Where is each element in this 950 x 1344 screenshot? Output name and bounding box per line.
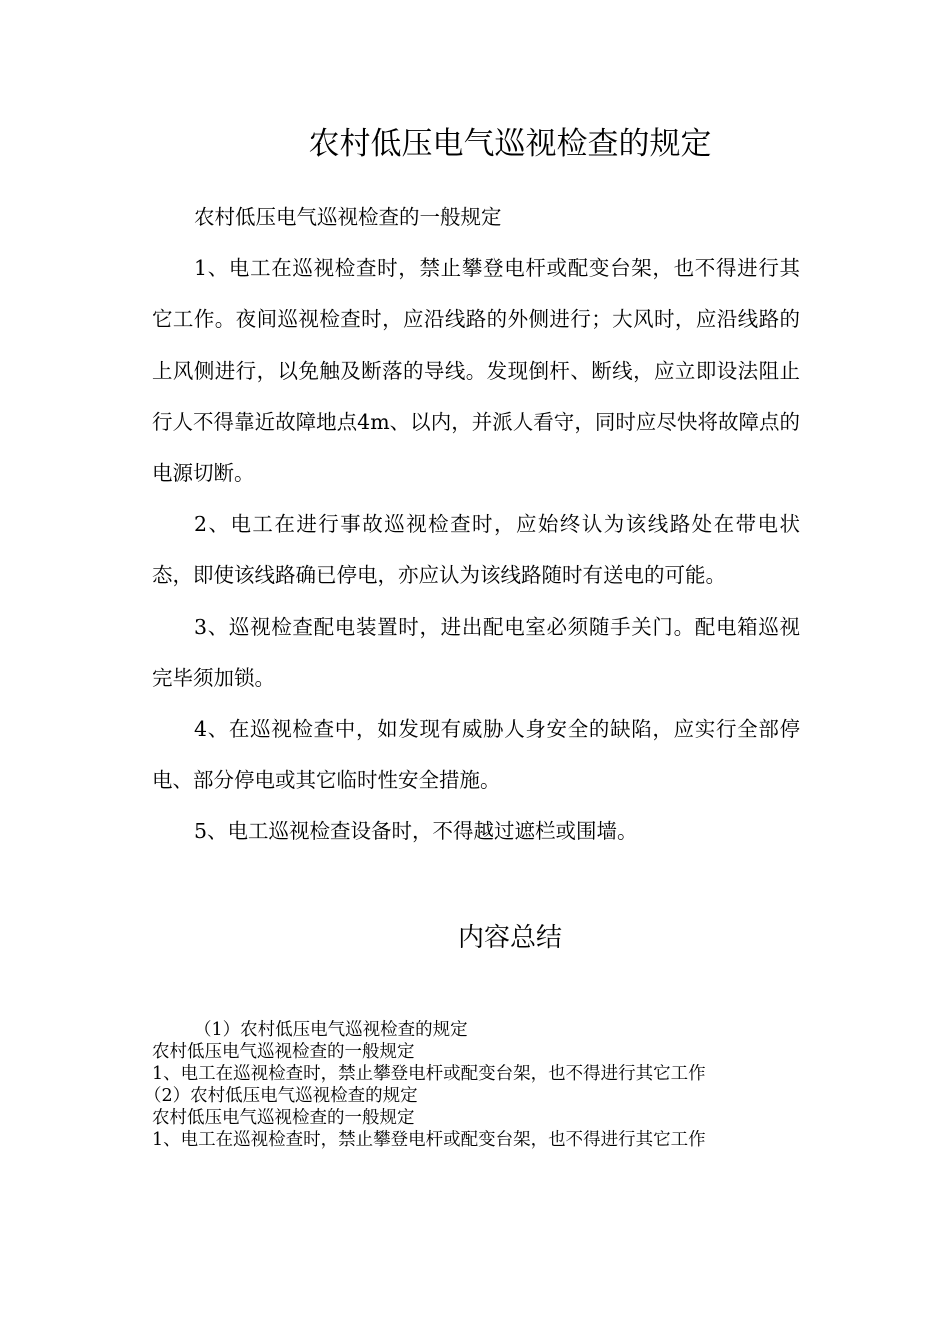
- document-title: 农村低压电气巡视检查的规定: [308, 126, 712, 162]
- summary-line: 农村低压电气巡视检查的一般规定: [152, 1108, 415, 1128]
- summary-title: 内容总结: [457, 923, 562, 953]
- paragraph-heading: 农村低压电气巡视检查的一般规定: [194, 205, 502, 229]
- summary-line: 农村低压电气巡视检查的一般规定: [152, 1042, 415, 1062]
- paragraph-rule-1: 1、电工在巡视检查时，禁止攀登电杆或配变台架，也不得进行其它工作。夜间巡视检查时，应沿线路的外侧进行；大风时，应沿线路的上风侧进行，以免触及断落的导线。发现倒杆、断线，应立即设法阻止行人不得靠近故障地点4m、以内，并派人看守，同时应尽快将故障点的电源切断。: [152, 256, 800, 486]
- paragraph-rule-5: 5、电工巡视检查设备时，不得越过遮栏或围墙。: [194, 819, 638, 844]
- summary-line: （2）农村低压电气巡视检查的规定: [144, 1086, 418, 1106]
- summary-line: （1）农村低压电气巡视检查的规定: [194, 1020, 468, 1040]
- paragraph-rule-3: 3、巡视检查配电装置时，进出配电室必须随手关门。配电箱巡视完毕须加锁。: [152, 614, 800, 690]
- paragraph-rule-2: 2、电工在进行事故巡视检查时，应始终认为该线路处在带电状态，即使该线路确已停电，亦应认为该线路随时有送电的可能。: [152, 512, 800, 588]
- summary-line: 1、电工在巡视检查时，禁止攀登电杆或配变台架，也不得进行其它工作: [152, 1064, 706, 1084]
- paragraph-rule-4: 4、在巡视检查中，如发现有威胁人身安全的缺陷，应实行全部停电、部分停电或其它临时性安全措施。: [152, 717, 800, 793]
- document-body: [152, 192, 800, 858]
- summary-line: 1、电工在巡视检查时，禁止攀登电杆或配变台架，也不得进行其它工作: [152, 1130, 706, 1150]
- summary-section: [144, 1019, 792, 1151]
